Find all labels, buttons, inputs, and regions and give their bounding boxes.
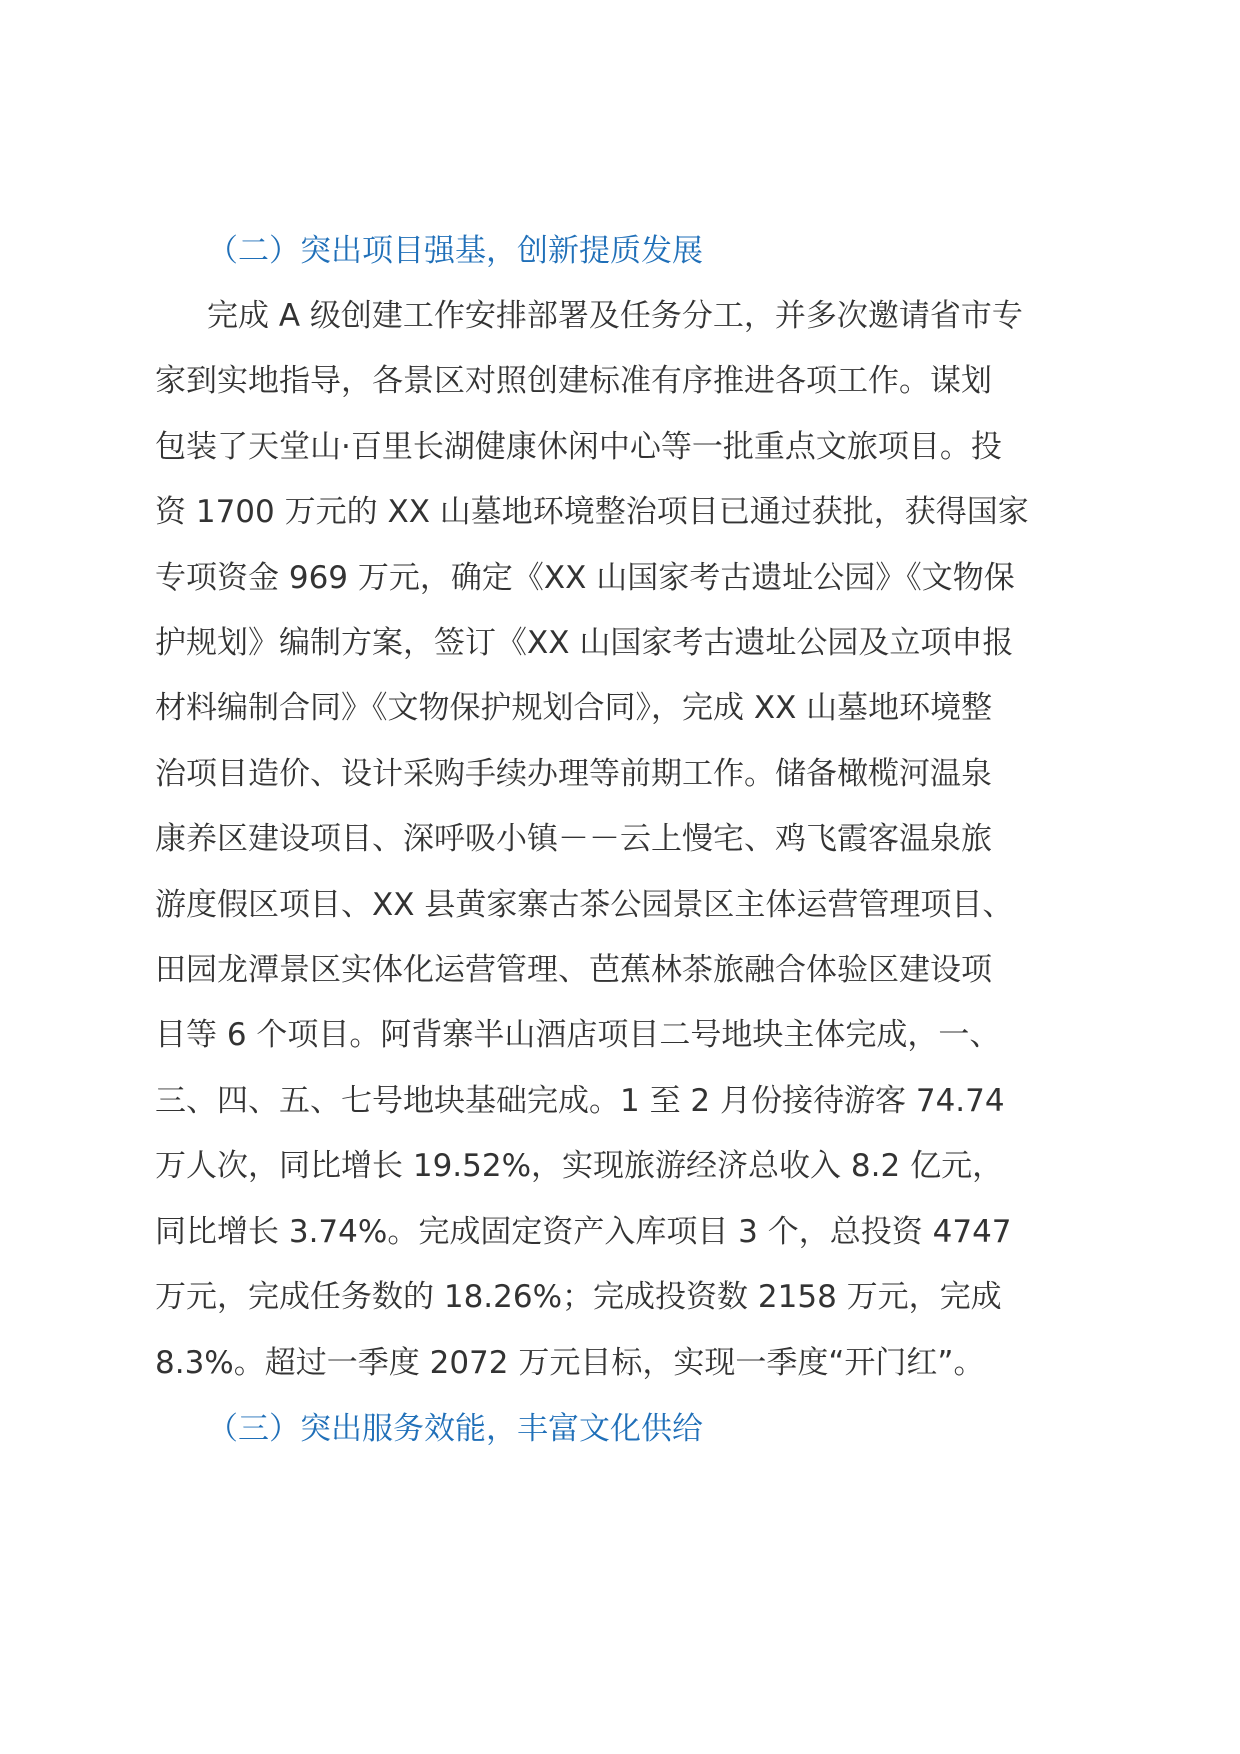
body-paragraph xyxy=(155,284,1095,1396)
section-heading-3: （三）突出服务效能，丰富文化供给 xyxy=(207,1410,703,1447)
paragraph-line: 田园龙潭景区实体化运营管理、芭蕉林茶旅融合体验区建设项 xyxy=(155,952,992,989)
paragraph-line: 游度假区项目、XX 县黄家寨古茶公园景区主体运营管理项目、 xyxy=(155,886,1014,923)
paragraph-line: 万元，完成任务数的 18.26%；完成投资数 2158 万元，完成 xyxy=(155,1279,1002,1316)
paragraph-line: 目等 6 个项目。阿背寨半山酒店项目二号地块主体完成，一、 xyxy=(155,1017,1001,1054)
paragraph-line: 资 1700 万元的 XX 山墓地环境整治项目已通过获批，获得国家 xyxy=(155,494,1029,531)
paragraph-line: 8.3%。超过一季度 2072 万元目标，实现一季度“开门红”。 xyxy=(155,1344,985,1381)
paragraph-line: 三、四、五、七号地块基础完成。1 至 2 月份接待游客 74.74 xyxy=(155,1082,1005,1119)
paragraph-line: 万人次，同比增长 19.52%，实现旅游经济总收入 8.2 亿元， xyxy=(155,1148,1004,1185)
paragraph-line: 家到实地指导，各景区对照创建标准有序推进各项工作。谋划 xyxy=(155,363,992,400)
paragraph-line: 治项目造价、设计采购手续办理等前期工作。储备橄榄河温泉 xyxy=(155,755,992,792)
paragraph-line: 护规划》编制方案，签订《XX 山国家考古遗址公园及立项申报 xyxy=(155,625,1014,662)
paragraph-line: 康养区建设项目、深呼吸小镇－－云上慢宅、鸡飞霞客温泉旅 xyxy=(155,821,992,858)
paragraph-line: 专项资金 969 万元，确定《XX 山国家考古遗址公园》《文物保 xyxy=(155,559,1015,596)
section-heading-2: （二）突出项目强基，创新提质发展 xyxy=(207,233,703,269)
document-content xyxy=(155,218,1095,1462)
paragraph-line: 同比增长 3.74%。完成固定资产入库项目 3 个，总投资 4747 xyxy=(155,1213,1012,1250)
paragraph-line: 完成 A 级创建工作安排部署及任务分工，并多次邀请省市专 xyxy=(207,298,1023,334)
paragraph-line: 包装了天堂山·百里长湖健康休闲中心等一批重点文旅项目。投 xyxy=(155,428,1002,465)
paragraph-line: 材料编制合同》《文物保护规划合同》，完成 XX 山墓地环境整 xyxy=(155,690,993,727)
